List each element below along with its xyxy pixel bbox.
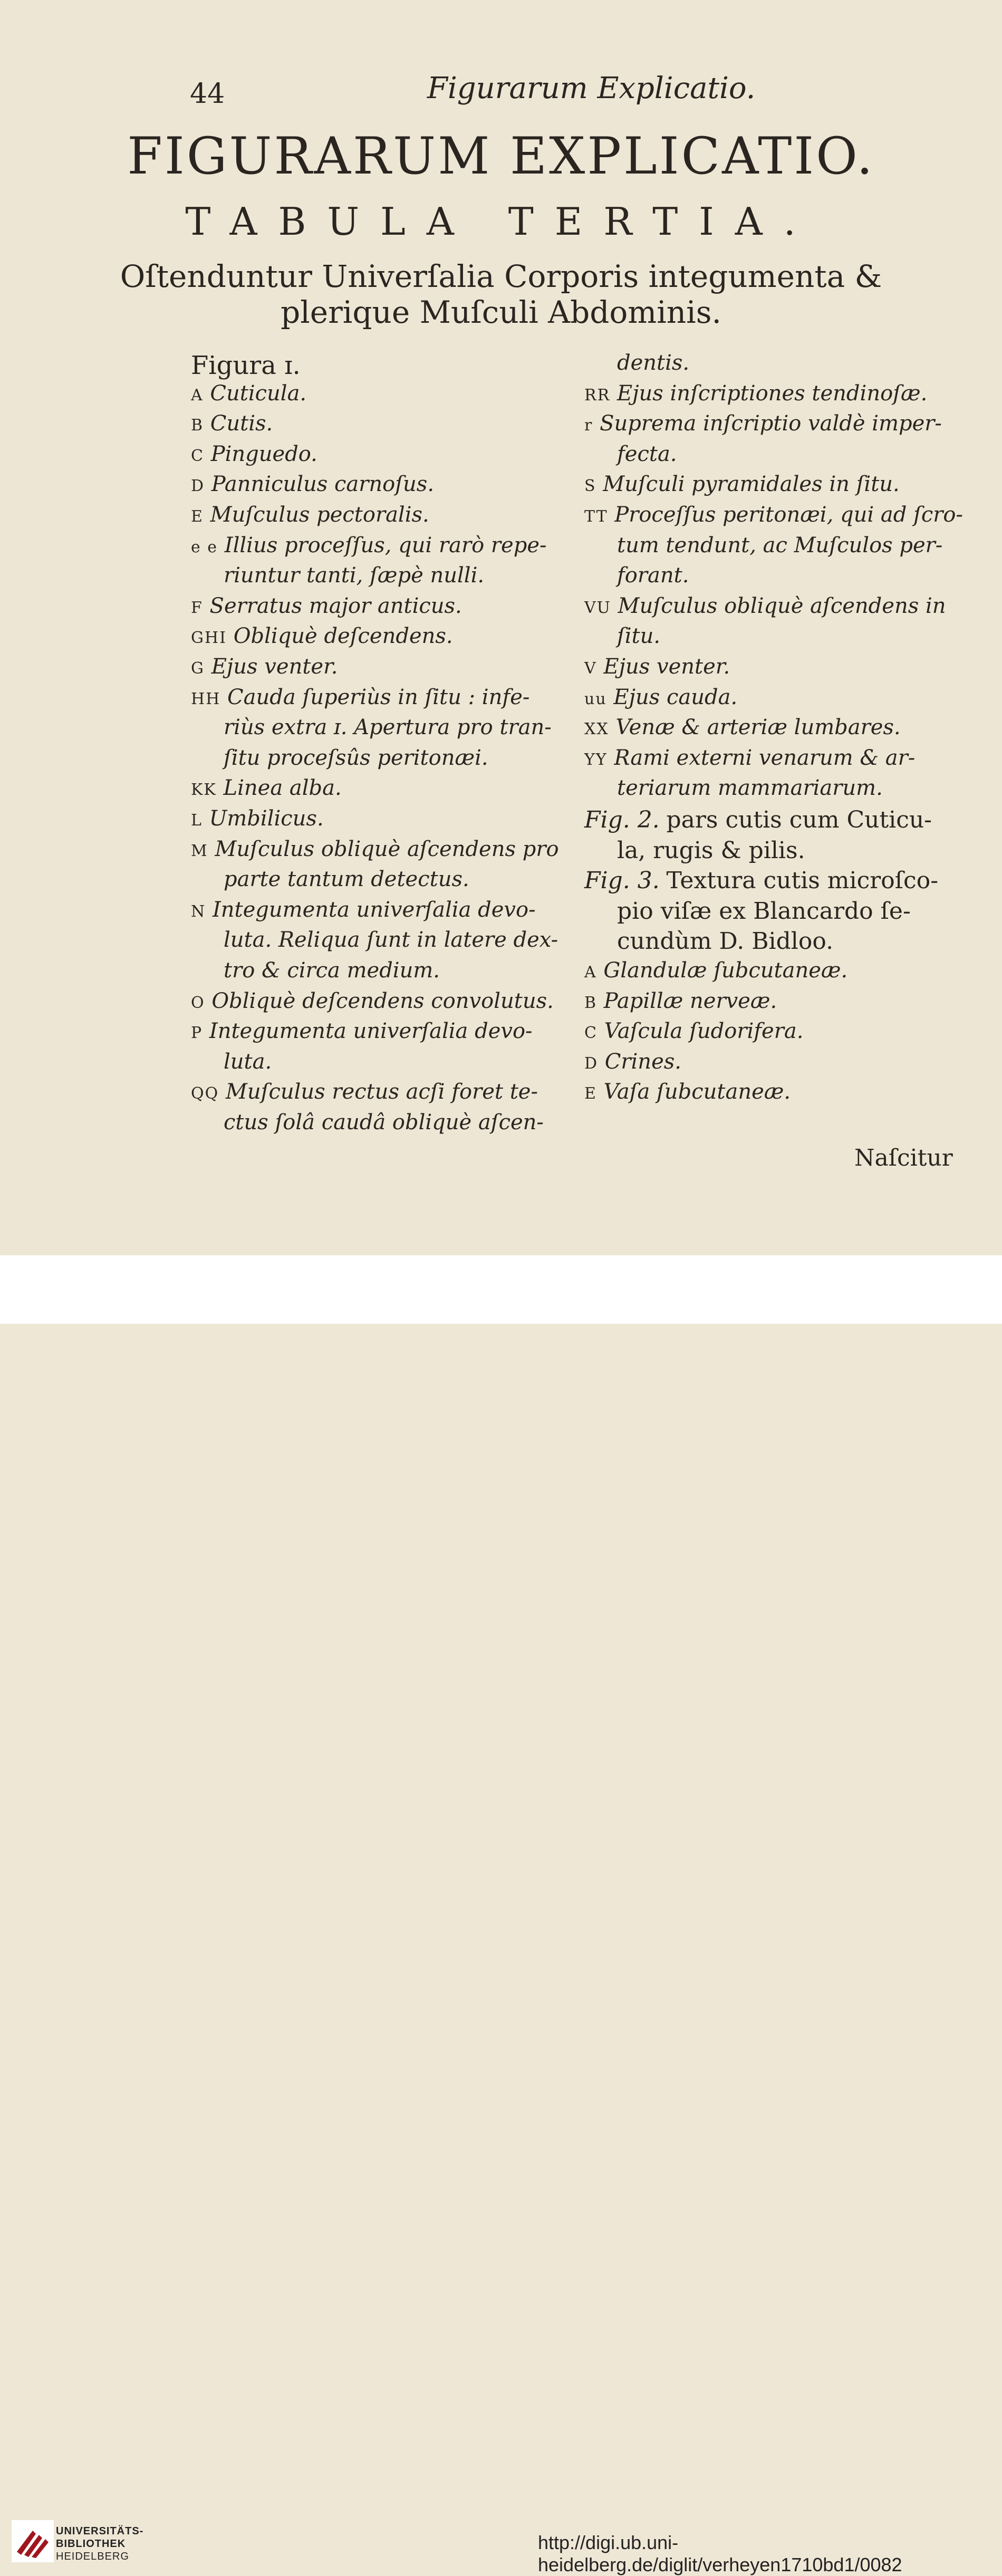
entry-line [191,685,529,709]
entry-line [191,563,484,588]
entry-line [584,563,689,588]
entry-line [191,411,273,436]
entry-text: Vaſa ſubcutaneæ. [603,1080,791,1104]
entry-key: RR [584,386,611,405]
entry-key: B [584,993,598,1012]
entry-line [191,442,317,466]
entry-text: Serratus major anticus. [209,593,462,618]
entry-key: VU [584,598,611,617]
entry-text: ſitu proceſsûs peritonæi. [224,745,488,770]
entry-text: Ejus venter. [603,655,730,679]
figure-ref: Fig. 2. [584,806,660,833]
entry-line [191,624,453,648]
entry-key: G [191,659,205,678]
entry-key: QQ [191,1084,219,1103]
entry-line [191,1110,544,1135]
entry-text: luta. Reliqua ſunt in latere dex- [224,928,558,953]
entry-text: Vaſcula ſudorifera. [604,1019,804,1044]
entry-text: Integumenta univerſalia devo- [212,897,536,922]
entry-line [584,503,963,527]
entry-key: A [191,386,204,405]
entry-text: Muſculus rectus acſi foret te- [225,1080,538,1104]
entry-key: V [584,659,597,678]
entry-text: Illius proceſſus, qui rarò repe- [224,533,547,558]
entry-text: tum tendunt, ac Muſculos per- [617,533,943,558]
entry-line [191,594,462,618]
entry-key: P [191,1024,203,1043]
entry-line [191,776,342,800]
running-head: Figurarum Explicatio. [427,71,756,105]
entry-line [191,715,552,739]
entry-line [584,958,847,983]
entry-key: M [191,841,208,860]
entry-text: Muſculus pectoralis. [210,503,429,527]
entry-line [584,928,833,955]
entry-text: tro & circa medium. [224,958,440,983]
entry-key: D [191,477,205,496]
entry-text: pio viſæ ex Blancardo ſe- [617,897,911,925]
entry-text: Venæ & arteriæ lumbares. [615,715,901,740]
entry-text: Muſculus obliquè aſcendens in [618,593,946,618]
entry-line [584,624,660,648]
entry-line [584,867,938,894]
entry-text: Textura cutis microſco- [666,867,939,895]
entry-line [584,989,777,1013]
entry-line [584,472,900,496]
source-url-link[interactable]: http://digi.ub.uni-heidelberg.de/diglit/verheyen1710bd1/0082 [538,2532,902,2575]
entry-text: Pinguedo. [210,441,317,466]
entry-text: pars cutis cum Cuticu- [666,806,932,833]
entry-line [584,381,927,406]
entry-line [584,411,942,436]
entry-text: Cuticula. [210,381,307,406]
entry-text: cundùm D. Bidloo. [617,928,834,955]
library-logo-icon [12,2520,54,2562]
entry-line [584,442,677,466]
entry-line [191,503,429,527]
entry-key: TT [584,507,608,526]
entry-line [584,1019,803,1043]
entry-text: Ejus inſcriptiones tendinoſæ. [616,381,928,406]
entry-key: KK [191,781,217,800]
entry-line [584,898,911,925]
entry-line [584,351,689,375]
entry-text: ſitu. [617,624,661,649]
entry-key: e e [191,537,218,556]
entry-line [584,1050,681,1074]
entry-key: B [191,416,204,435]
entry-line [584,1080,791,1104]
entry-text: Suprema inſcriptio valdè imper- [600,411,942,436]
entry-line [191,806,324,831]
entry-text: Rami externi venarum & ar- [614,745,916,770]
entry-text: parte tantum detectus. [224,867,469,892]
entry-line [191,1019,533,1043]
entry-key: E [191,507,204,526]
entry-line [191,746,488,770]
entry-key: r [584,416,593,435]
entry-line [584,776,883,800]
entry-line [191,472,434,496]
page-number: 44 [190,78,225,110]
entry-text: Papillæ nerveæ. [603,988,777,1013]
entry-text: dentis. [617,351,690,375]
entry-text: fecta. [617,441,677,466]
entry-text: Obliquè deſcendens. [233,624,453,649]
entry-line [584,746,915,770]
entry-text: Muſculus obliquè aſcendens pro [215,837,559,861]
entry-key: N [191,902,206,921]
entry-line [584,806,932,833]
entry-text: Ejus venter. [211,655,338,679]
entry-key: GHI [191,629,227,648]
entry-line [191,1050,272,1074]
entry-text: Integumenta univerſalia devo- [209,1019,533,1044]
entry-line [584,533,942,558]
figure-ref: Fig. 3. [584,867,660,895]
library-name-line-1: UNIVERSITÄTS- [56,2525,144,2537]
entry-text: Panniculus carnoſus. [211,472,435,497]
entry-text: Muſculi pyramidales in ſitu. [603,472,900,497]
entry-text: riùs extra ɪ. Apertura pro tran- [224,715,552,740]
entry-key: D [584,1054,599,1073]
description-line-2: plerique Muſculi Abdominis. [281,294,721,330]
entry-key: C [191,446,204,465]
entry-key: L [191,811,203,830]
catchword: Naſcitur [854,1145,953,1171]
entry-text: Glandulæ ſubcutaneæ. [603,958,848,983]
entry-key: HH [191,689,221,708]
entry-line [584,594,946,618]
entry-key: C [584,1024,598,1043]
entry-line [191,928,558,952]
library-name-line-2: BIBLIOTHEK [56,2538,126,2550]
entry-text: Cauda ſuperiùs in ſitu : infe- [227,685,530,709]
entry-key: uu [584,689,607,708]
entry-text: ctus ſolâ caudâ obliquè aſcen- [224,1110,544,1135]
entry-key: E [584,1084,597,1103]
entry-line [584,837,805,864]
entry-line [584,715,901,739]
entry-text: Cutis. [210,411,273,436]
entry-key: O [191,993,205,1012]
entry-line [191,533,547,558]
description-line-1: Oſtenduntur Univerſalia Corporis integumenta & [120,258,882,294]
entry-key: YY [584,750,608,769]
page-title: FIGURARUM EXPLICATIO. [127,127,875,186]
entry-key: XX [584,720,609,739]
entry-key: S [584,477,596,496]
entry-text: forant. [617,563,689,588]
entry-text: teriarum mammariarum. [617,776,883,801]
entry-line [191,655,338,679]
entry-line [191,351,301,380]
entry-line [191,381,306,406]
entry-text: Figura ɪ. [191,351,301,380]
entry-line [191,898,536,922]
library-name-line-3: HEIDELBERG [56,2551,129,2562]
entry-line [584,685,737,709]
entry-text: Umbilicus. [209,806,324,831]
entry-key: F [191,598,203,617]
entry-text: luta. [224,1049,272,1074]
entry-text: Ejus cauda. [613,685,738,709]
entry-text: riuntur tanti, ſæpè nulli. [224,563,485,588]
entry-line [191,867,469,891]
book-page [0,0,1002,1255]
entry-key: A [584,963,597,982]
entry-line [584,655,730,679]
entry-text: Linea alba. [223,776,342,801]
entry-line [191,1080,538,1104]
entry-text: la, rugis & pilis. [617,837,805,864]
footer-bar [0,1255,1002,2575]
entry-text: Proceſſus peritonæi, qui ad ſcro- [614,503,963,527]
entry-text: Obliquè deſcendens convolutus. [211,988,554,1013]
entry-line [191,837,559,861]
page-subtitle: TABULA TERTIA. [185,199,817,244]
entry-line [191,989,554,1013]
entry-text: Crines. [604,1049,681,1074]
entry-line [191,958,440,983]
